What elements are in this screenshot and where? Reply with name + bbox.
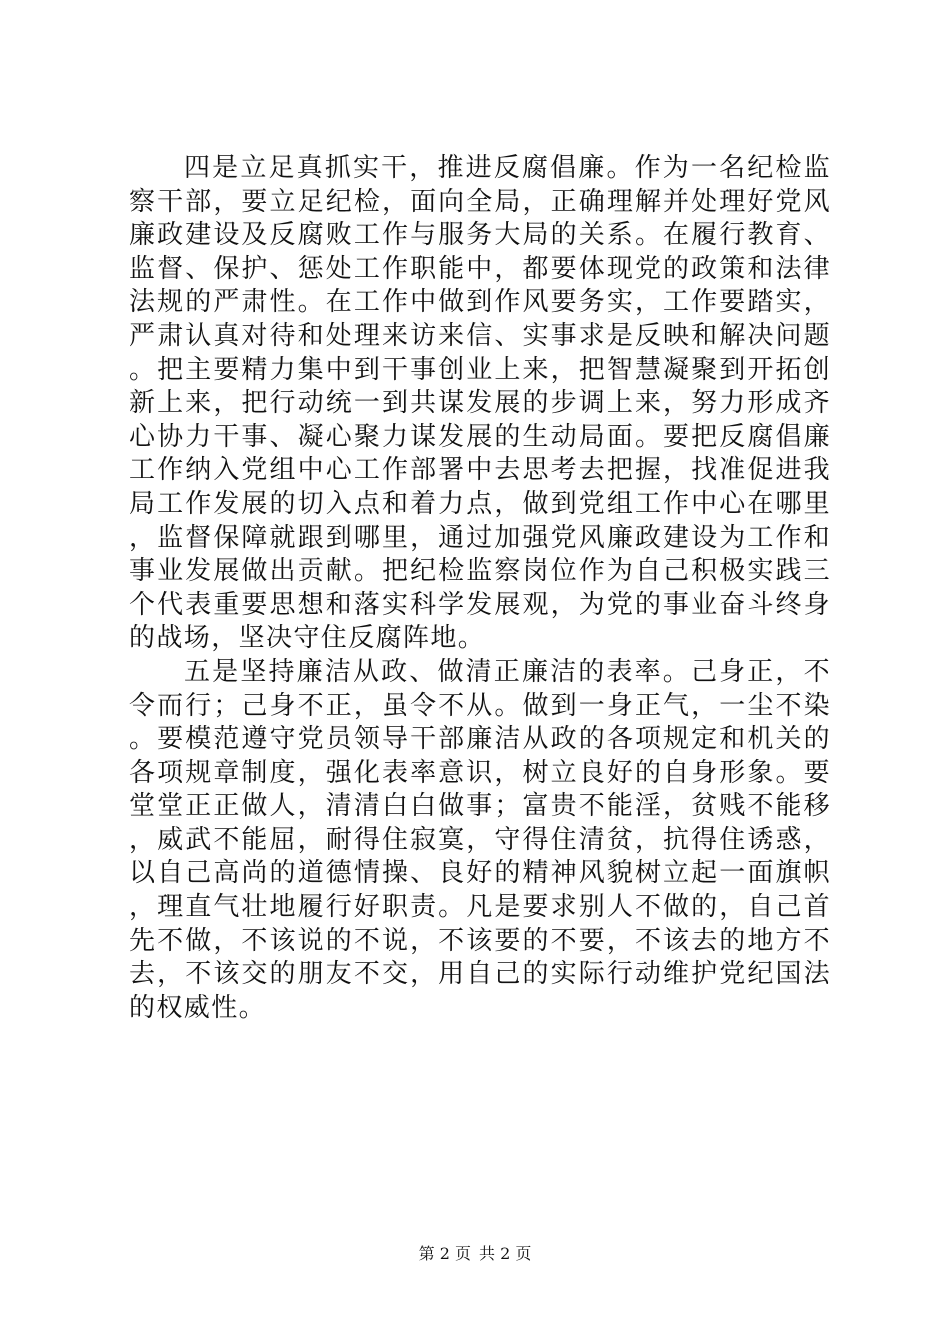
paragraph-five: 五是坚持廉洁从政、做清正廉洁的表率。己身正，不令而行；己身不正，虽令不从。做到一身正气，一尘不染。要模范遵守党员领导干部廉洁从政的各项规定和机关的各项规章制度，强化表率意识，树立良好的自身形象。要堂堂正正做人，清清白白做事；富贵不能淫，贫贱不能移，威武不能屈，耐得住寂寞，守得住清贫，抗得住诱惑，以自己高尚的道德情操、良好的精神风貌树立起一面旗帜，理直气壮地履行好职责。凡是要求别人不做的，自己首先不做，不该说的不说，不该要的不要，不该去的地方不去，不该交的朋友不交，用自己的实际行动维护党纪国法的权威性。 xyxy=(129,656,831,1023)
page-total: 共 2 页 xyxy=(479,1244,532,1263)
paragraph-four: 四是立足真抓实干，推进反腐倡廉。作为一名纪检监察干部，要立足纪检，面向全局，正确理解并处理好党风廉政建设及反腐败工作与服务大局的关系。在履行教育、监督、保护、惩处工作职能中，都要体现党的政策和法律法规的严肃性。在工作中做到作风要务实，工作要踏实，严肃认真对待和处理来访来信、实事求是反映和解决问题。把主要精力集中到干事创业上来，把智慧凝聚到开拓创新上来，把行动统一到共谋发展的步调上来，努力形成齐心协力干事、凝心聚力谋发展的生动局面。要把反腐倡廉工作纳入党组中心工作部署中去思考去把握，找准促进我局工作发展的切入点和着力点，做到党组工作中心在哪里，监督保障就跟到哪里，通过加强党风廉政建设为工作和事业发展做出贡献。把纪检监察岗位作为自己积极实践三个代表重要思想和落实科学发展观，为党的事业奋斗终身的战场，坚决守住反腐阵地。 xyxy=(129,153,831,654)
document-body xyxy=(129,152,831,1025)
page-footer xyxy=(0,1244,950,1264)
page-number: 第 2 页 xyxy=(418,1244,471,1263)
